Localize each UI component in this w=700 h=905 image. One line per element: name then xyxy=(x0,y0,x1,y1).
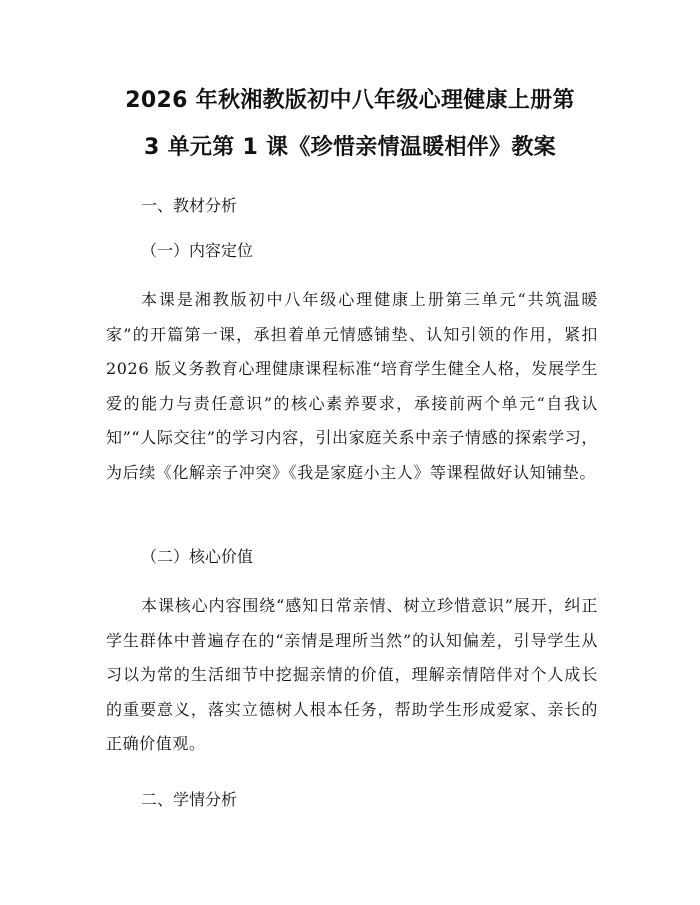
paragraph-content-positioning: 本课是湘教版初中八年级心理健康上册第三单元“共筑温暖家”的开篇第一课，承担着单元情感铺垫、认知引领的作用，紧扣 2026 版义务教育心理健康课程标准“培育学生健全人格，发展学生爱的能力与责任意识”的核心素养要求，承接前两个单元“自我认知”“人际交往”的学习内容，引出家庭关系中亲子情感的探索学习，为后续《化解亲子冲突》《我是家庭小主人》等课程做好认知铺垫。 xyxy=(106,290,598,482)
subsection-heading-core-value: （二）核心价值 xyxy=(141,547,254,566)
document-title-line-2: 3 单元第 1 课《珍惜亲情温暖相伴》教案 xyxy=(144,135,556,160)
section-heading-textbook-analysis: 一、教材分析 xyxy=(141,196,238,215)
document-title-line-1: 2026 年秋湘教版初中八年级心理健康上册第 xyxy=(125,88,575,113)
section-heading-student-analysis: 二、学情分析 xyxy=(141,790,238,809)
subsection-heading-content-positioning: （一）内容定位 xyxy=(141,241,254,260)
paragraph-core-value: 本课核心内容围绕“感知日常亲情、树立珍惜意识”展开，纠正学生群体中普遍存在的“亲情是理所当然”的认知偏差，引导学生从习以为常的生活细节中挖掘亲情的价值，理解亲情陪伴对个人成长的重要意义，落实立德树人根本任务，帮助学生形成爱家、亲长的正确价值观。 xyxy=(106,596,598,754)
